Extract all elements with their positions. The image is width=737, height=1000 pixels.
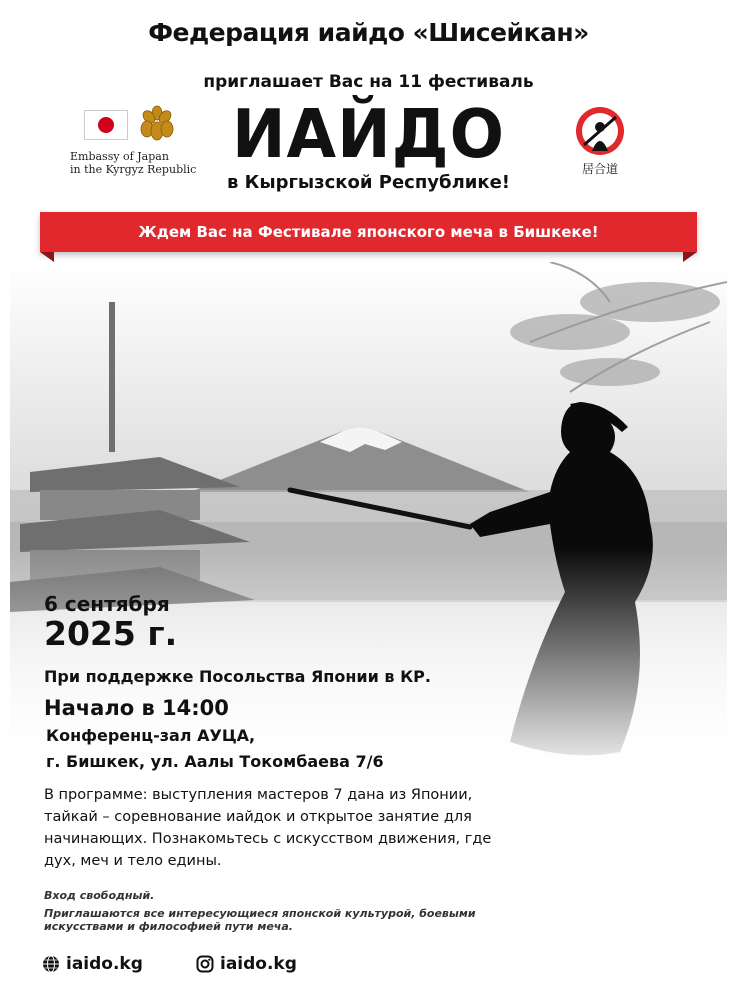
venue-line1: Конференц-зал АУЦА, [46,726,256,745]
organization-title: Федерация иайдо «Шисейкан» [148,18,589,47]
support-line: При поддержке Посольства Японии в КР. [44,667,431,686]
program-description: В программе: выступления мастеров 7 дана из Японии, тайкай – соревнование иайдок и открытое занятие для начинающих. Познакомьтесь с искусством движения, где дух, меч и тело едины. [44,787,492,869]
embassy-caption-line2: in the Kyrgyz Republic [70,163,197,176]
website-label: iaido.kg [66,954,143,974]
website-link[interactable] [42,954,143,974]
japan-flag-icon [84,110,128,140]
instagram-label: iaido.kg [220,954,297,974]
invite-line: приглашает Вас на 11 фестиваль [203,72,534,92]
instagram-link[interactable] [196,954,297,974]
embassy-caption-line1: Embassy of Japan [70,150,169,163]
banner-fold-left [40,252,54,262]
venue-line2: г. Бишкек, ул. Аалы Токомбаева 7/6 [46,752,384,771]
event-date-year: 2025 г. [44,614,178,653]
iaido-logo-icon [570,101,630,179]
svg-text:居合道: 居合道 [581,162,619,176]
imperial-crest-icon [137,103,177,143]
location-line: в Кыргызской Республике! [226,172,511,193]
globe-icon [42,955,60,973]
event-date-day: 6 сентября [44,592,170,616]
free-entry-note: Вход свободный. [44,889,155,902]
event-title: ИАЙДО [231,96,506,174]
banner-fold-right [683,252,697,262]
instagram-icon [196,955,214,973]
start-time: Начало в 14:00 [44,696,229,720]
embassy-caption [70,150,196,176]
audience-note: Приглашаются все интересующиеся японской культурой, боевыми искусствами и философией пути меча. [44,907,476,933]
invitation-banner: Ждем Вас на Фестивале японского меча в Бишкеке! [40,212,697,252]
